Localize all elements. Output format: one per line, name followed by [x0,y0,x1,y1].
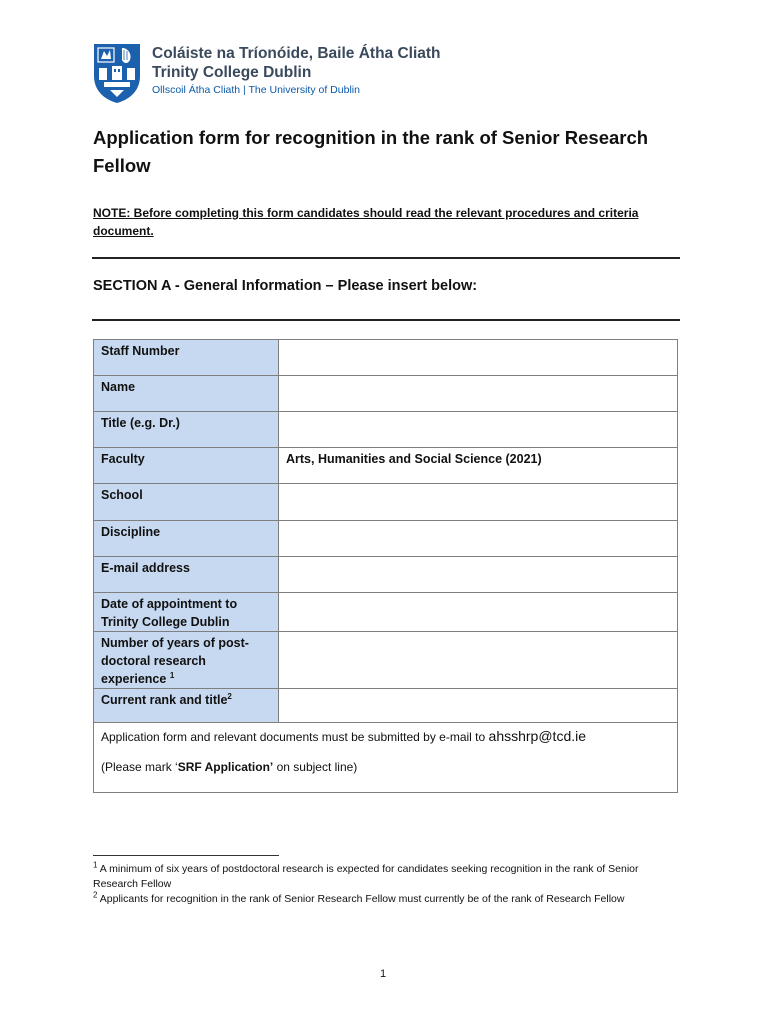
name-label: Name [94,376,279,412]
school-label: School [94,484,279,521]
appointment-date-label: Date of appointment to Trinity College Dublin [94,593,279,632]
submission-email-link[interactable]: ahsshrp@tcd.ie [488,728,587,744]
current-rank-label-text: Current rank and title [101,693,228,707]
logo-english-name: Trinity College Dublin [152,64,312,81]
table-row [94,723,678,793]
divider-top [92,257,680,259]
research-years-label [94,632,279,689]
footnote-ref-1: 1 [169,670,175,680]
table-row [94,593,678,632]
current-rank-label [94,689,279,723]
discipline-label: Discipline [94,521,279,557]
section-a-heading: SECTION A - General Information – Please insert below: [93,278,478,294]
table-row [94,484,678,521]
note-text: NOTE: Before completing this form candidates should read the relevant procedures and criteria document. [93,206,639,238]
faculty-label: Faculty [94,448,279,484]
submission-info-cell [94,723,678,793]
general-information-table [93,339,678,793]
footnote-1-text: A minimum of six years of postdoctoral research is expected for candidates seeking recognition in the rank of Senior Research Fellow [93,863,639,890]
staff-number-field[interactable] [279,340,678,376]
email-address-field[interactable] [279,557,678,593]
name-field[interactable] [279,376,678,412]
research-years-field[interactable] [279,632,678,689]
footnote-ref-2: 2 [227,691,232,701]
table-row [94,448,678,484]
divider-bottom [92,319,680,321]
table-row [94,376,678,412]
page-number: 1 [380,968,387,980]
tcd-crest-icon [92,42,142,104]
research-years-label-text: Number of years of post-doctoral research experience [101,636,249,686]
current-rank-field[interactable] [279,689,678,723]
school-field[interactable] [279,484,678,521]
logo-irish-name: Coláiste na Tríonóide, Baile Átha Cliath [152,45,441,62]
footnote-1-mark: 1 [93,860,98,870]
subject-line-instructions [101,758,670,776]
mark-bold: SRF Application’ [177,760,274,774]
table-row [94,689,678,723]
title-field[interactable] [279,412,678,448]
document-title: Application form for recognition in the rank of Senior Research Fellow [93,127,649,176]
table-row [94,557,678,593]
discipline-field[interactable] [279,521,678,557]
email-address-label: E-mail address [94,557,279,593]
submission-instructions [101,727,670,746]
mark-prefix: (Please mark ‘ [101,760,178,774]
logo-subtitle: Ollscoil Átha Cliath | The University of Dublin [152,84,360,96]
appointment-date-field[interactable] [279,593,678,632]
faculty-field[interactable]: Arts, Humanities and Social Science (2021) [279,448,678,484]
table-row [94,632,678,689]
footnote-2-text: Applicants for recognition in the rank of Senior Research Fellow must currently be of the rank of Research Fellow [97,893,625,905]
table-row [94,521,678,557]
footnote-2-mark: 2 [93,890,98,900]
submission-text: Application form and relevant documents must be submitted by e-mail to [101,730,489,744]
table-row [94,412,678,448]
footnote-2 [93,892,683,907]
title-label: Title (e.g. Dr.) [94,412,279,448]
footnote-divider [93,855,279,856]
mark-suffix: on subject line) [273,760,358,774]
footnote-1 [93,862,683,892]
staff-number-label: Staff Number [94,340,279,376]
table-row [94,340,678,376]
